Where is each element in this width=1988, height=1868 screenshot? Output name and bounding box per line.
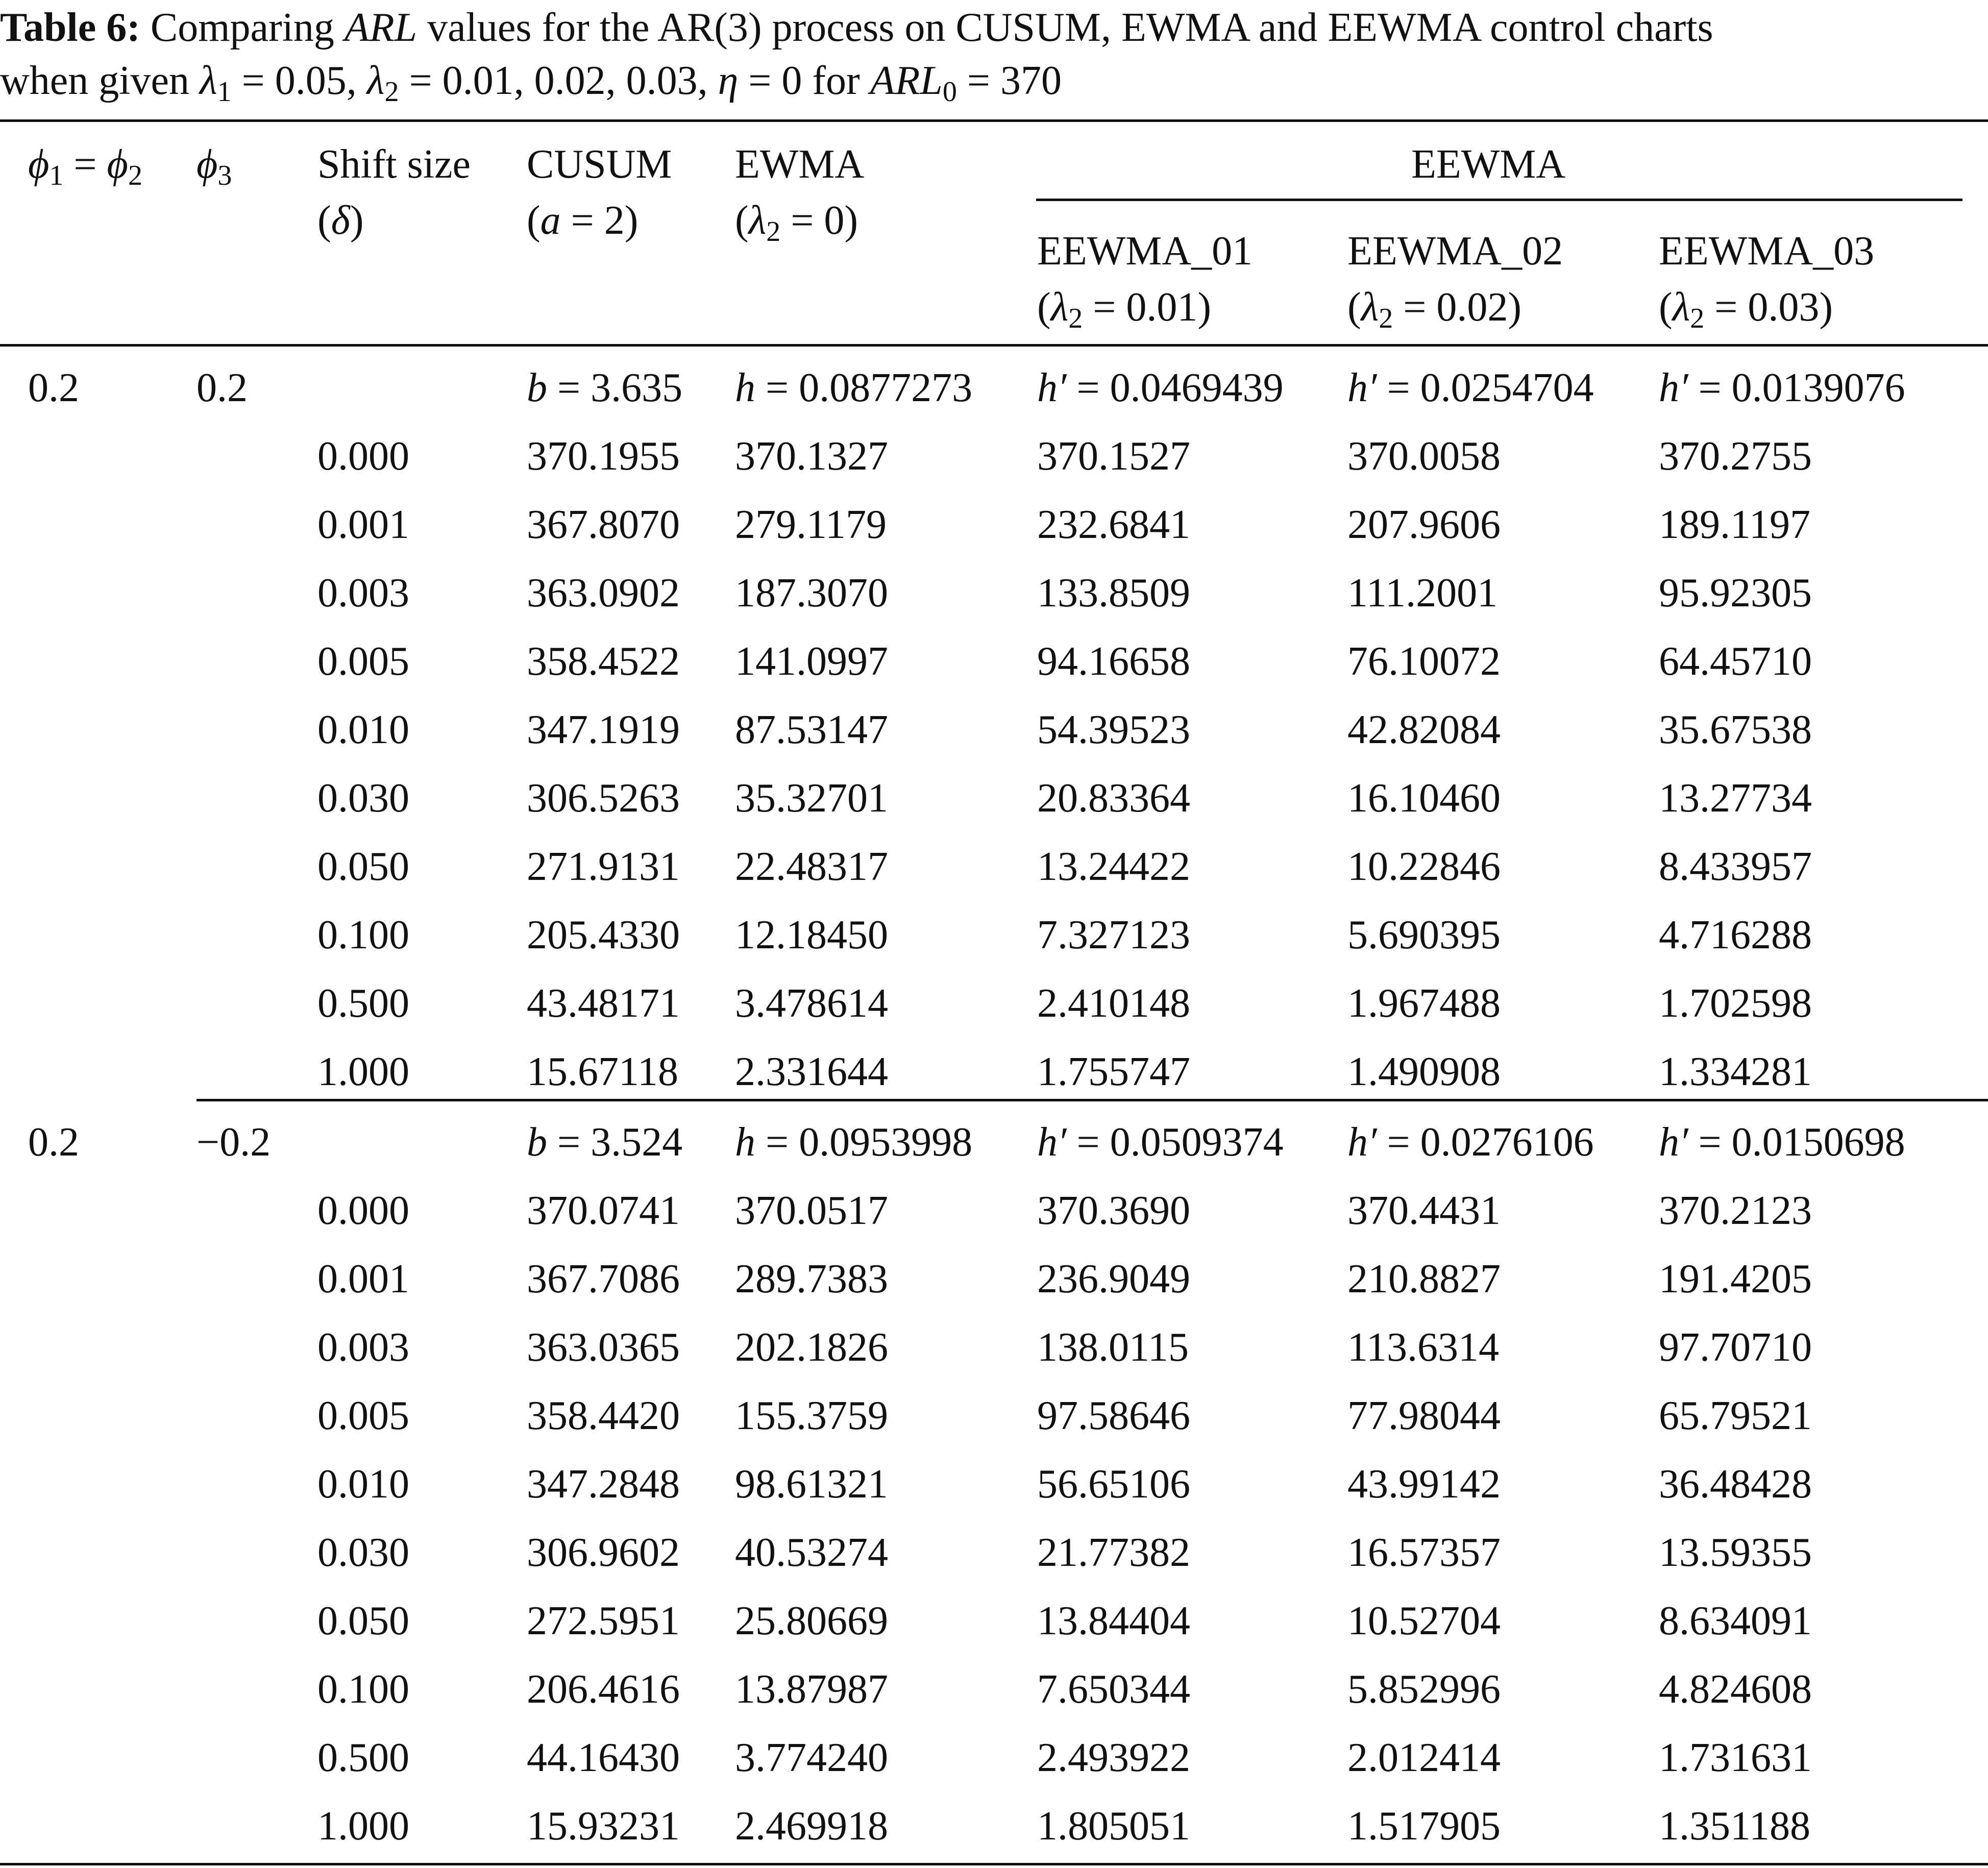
header-ewma: EWMA (735, 142, 865, 187)
eewma02-arl: 16.10460 (1347, 776, 1501, 821)
shift-size-value: 0.003 (317, 1325, 409, 1370)
eewma01-arl: 97.58646 (1037, 1393, 1190, 1438)
eewma03-arl: 8.634091 (1659, 1599, 1812, 1643)
eewma03-arl: 65.79521 (1659, 1393, 1812, 1438)
cusum-arl: 206.4616 (527, 1667, 680, 1712)
header-eewma03: EEWMA_03 (1659, 229, 1875, 274)
shift-size-value: 0.010 (317, 707, 409, 752)
eewma03-arl: 8.433957 (1659, 844, 1812, 889)
eewma03-arl: 97.70710 (1659, 1325, 1812, 1370)
phi3-value: 0.2 (197, 365, 248, 410)
eewma02-arl: 42.82084 (1347, 707, 1501, 752)
eewma01-arl: 20.83364 (1037, 776, 1190, 821)
shift-size-value: 0.010 (317, 1462, 409, 1507)
eewma02-arl: 10.22846 (1347, 844, 1501, 889)
header-rule (0, 344, 1988, 347)
eewma01-arl: 370.3690 (1037, 1188, 1190, 1233)
shift-size-value: 0.030 (317, 1530, 409, 1575)
eewma03-arl: 370.2755 (1659, 434, 1812, 479)
param-ewma-h: h = 0.0953998 (735, 1120, 973, 1165)
cusum-arl: 44.16430 (527, 1735, 680, 1780)
ewma-arl: 2.331644 (735, 1049, 888, 1094)
header-eewma02-param: $(\lambda_2 = 0.02)$ (1347, 285, 1522, 334)
caption-sub: 2 (384, 76, 399, 108)
cusum-arl: 272.5951 (527, 1599, 680, 1643)
eewma02-arl: 10.52704 (1347, 1599, 1501, 1643)
param-eewma03-h: h′ = 0.0150698 (1659, 1120, 1905, 1165)
eewma03-arl: 1.702598 (1659, 981, 1812, 1026)
eewma01-arl: 236.9049 (1037, 1257, 1190, 1301)
cusum-arl: 358.4522 (527, 639, 680, 684)
eewma02-arl: 76.10072 (1347, 639, 1501, 684)
eewma02-arl: 1.517905 (1347, 1804, 1501, 1849)
cusum-arl: 306.9602 (527, 1530, 680, 1575)
phi12-value: 0.2 (28, 1120, 79, 1165)
header-shift-size: Shift size (317, 142, 471, 187)
header-eewma01: EEWMA_01 (1037, 229, 1253, 274)
header-ewma-param: $(\lambda_2 = 0)$ (735, 198, 858, 248)
header-phi12: $\phi_1 = \phi_2$ (28, 142, 142, 191)
eewma03-arl: 1.731631 (1659, 1735, 1812, 1780)
param-eewma02-h: h′ = 0.0276106 (1347, 1120, 1594, 1165)
eewma03-arl: 64.45710 (1659, 639, 1812, 684)
eewma02-arl: 370.0058 (1347, 434, 1501, 479)
bottom-rule (0, 1863, 1988, 1865)
eewma02-arl: 2.012414 (1347, 1735, 1501, 1780)
header-eewma-group: EEWMA (1411, 142, 1566, 187)
shift-size-value: 1.000 (317, 1049, 409, 1094)
ewma-arl: 22.48317 (735, 844, 888, 889)
shift-size-value: 0.000 (317, 1188, 409, 1233)
eewma02-arl: 43.99142 (1347, 1462, 1501, 1507)
eewma02-arl: 16.57357 (1347, 1530, 1501, 1575)
cusum-arl: 370.0741 (527, 1188, 680, 1233)
shift-size-value: 1.000 (317, 1804, 409, 1849)
header-eewma01-param: $(\lambda_2 = 0.01)$ (1037, 285, 1212, 334)
ewma-arl: 13.87987 (735, 1667, 888, 1712)
caption-line-2 (0, 54, 1988, 107)
cusum-arl: 367.8070 (527, 502, 680, 547)
table-caption (0, 1, 1988, 107)
ewma-arl: 141.0997 (735, 639, 888, 684)
ewma-arl: 35.32701 (735, 776, 888, 821)
eewma02-arl: 1.967488 (1347, 981, 1501, 1026)
caption-line-1 (0, 1, 1988, 54)
eewma01-arl: 1.755747 (1037, 1049, 1190, 1094)
ewma-arl: 279.1179 (735, 502, 887, 547)
ewma-arl: 3.478614 (735, 981, 888, 1026)
eewma02-arl: 77.98044 (1347, 1393, 1501, 1438)
header-eewma03-param: $(\lambda_2 = 0.03)$ (1659, 285, 1833, 334)
header-cusum-param: (a = 2) (527, 198, 639, 243)
param-cusum-b: b = 3.635 (527, 365, 683, 410)
eewma01-arl: 7.327123 (1037, 913, 1190, 957)
cusum-arl: 205.4330 (527, 913, 680, 957)
cusum-arl: 367.7086 (527, 1257, 680, 1301)
eewma01-arl: 54.39523 (1037, 707, 1190, 752)
eewma01-arl: 21.77382 (1037, 1530, 1190, 1575)
shift-size-value: 0.003 (317, 571, 409, 616)
eewma02-arl: 111.2001 (1347, 571, 1498, 616)
eewma01-arl: 133.8509 (1037, 571, 1190, 616)
caption-text: = 0 for (738, 58, 870, 103)
cusum-arl: 347.1919 (527, 707, 680, 752)
eewma03-arl: 4.824608 (1659, 1667, 1812, 1712)
param-eewma03-h: h′ = 0.0139076 (1659, 365, 1905, 410)
header-cusum: CUSUM (527, 142, 672, 187)
ewma-arl: 155.3759 (735, 1393, 888, 1438)
ewma-arl: 187.3070 (735, 571, 888, 616)
eewma03-arl: 36.48428 (1659, 1462, 1812, 1507)
header-eewma02: EEWMA_02 (1347, 229, 1563, 274)
ewma-arl: 2.469918 (735, 1804, 888, 1849)
shift-size-value: 0.001 (317, 1257, 409, 1301)
param-eewma01-h: h′ = 0.0509374 (1037, 1120, 1284, 1165)
shift-size-value: 0.005 (317, 1393, 409, 1438)
eewma03-arl: 95.92305 (1659, 571, 1812, 616)
caption-text: when given (0, 58, 200, 103)
eewma03-arl: 4.716288 (1659, 913, 1812, 957)
caption-text: values for the AR(3) process on CUSUM, EWMA and EEWMA control charts (417, 5, 1713, 50)
caption-eta: η (718, 58, 739, 103)
shift-size-value: 0.050 (317, 844, 409, 889)
phi3-value: −0.2 (197, 1120, 271, 1165)
eewma03-arl: 35.67538 (1659, 707, 1812, 752)
caption-arl: ARL (344, 5, 418, 50)
param-ewma-h: h = 0.0877273 (735, 365, 973, 410)
header-phi3: $\phi_3$ (197, 142, 232, 191)
cusum-arl: 15.67118 (527, 1049, 679, 1094)
eewma03-arl: 1.334281 (1659, 1049, 1812, 1094)
cusum-arl: 43.48171 (527, 981, 680, 1026)
ewma-arl: 289.7383 (735, 1257, 888, 1301)
eewma03-arl: 370.2123 (1659, 1188, 1812, 1233)
ewma-arl: 202.1826 (735, 1325, 888, 1370)
shift-size-value: 0.050 (317, 1599, 409, 1643)
ewma-arl: 40.53274 (735, 1530, 888, 1575)
shift-size-value: 0.005 (317, 639, 409, 684)
ewma-arl: 3.774240 (735, 1735, 888, 1780)
eewma02-arl: 5.852996 (1347, 1667, 1501, 1712)
shift-size-value: 0.100 (317, 1667, 409, 1712)
eewma01-arl: 2.410148 (1037, 981, 1190, 1026)
cusum-arl: 347.2848 (527, 1462, 680, 1507)
eewma01-arl: 7.650344 (1037, 1667, 1190, 1712)
eewma03-arl: 1.351188 (1659, 1804, 1811, 1849)
eewma02-arl: 113.6314 (1347, 1325, 1500, 1370)
ewma-arl: 87.53147 (735, 707, 888, 752)
phi12-value: 0.2 (28, 365, 79, 410)
cusum-arl: 15.93231 (527, 1804, 680, 1849)
top-rule (0, 119, 1988, 122)
caption-lambda2: λ (366, 58, 385, 103)
cusum-arl: 370.1955 (527, 434, 680, 479)
eewma02-arl: 5.690395 (1347, 913, 1501, 957)
caption-text: Comparing (140, 5, 345, 50)
caption-label: Table 6: (0, 5, 140, 50)
ewma-arl: 12.18450 (735, 913, 888, 957)
ewma-arl: 98.61321 (735, 1462, 888, 1507)
shift-size-value: 0.100 (317, 913, 409, 957)
eewma02-arl: 370.4431 (1347, 1188, 1501, 1233)
eewma03-arl: 191.4205 (1659, 1257, 1812, 1301)
shift-size-value: 0.000 (317, 434, 409, 479)
eewma03-arl: 13.59355 (1659, 1530, 1812, 1575)
caption-sub: 0 (942, 76, 957, 108)
ewma-arl: 25.80669 (735, 1599, 888, 1643)
caption-sub: 1 (217, 76, 232, 108)
param-eewma02-h: h′ = 0.0254704 (1347, 365, 1594, 410)
caption-arl0: ARL (870, 58, 943, 103)
eewma02-arl: 1.490908 (1347, 1049, 1501, 1094)
shift-size-value: 0.500 (317, 981, 409, 1026)
eewma01-arl: 232.6841 (1037, 502, 1190, 547)
shift-size-value: 0.030 (317, 776, 409, 821)
caption-text: = 0.01, 0.02, 0.03, (399, 58, 718, 103)
eewma01-arl: 2.493922 (1037, 1735, 1190, 1780)
eewma01-arl: 94.16658 (1037, 639, 1190, 684)
cusum-arl: 363.0902 (527, 571, 680, 616)
eewma03-arl: 13.27734 (1659, 776, 1812, 821)
eewma02-arl: 210.8827 (1347, 1257, 1501, 1301)
cusum-arl: 363.0365 (527, 1325, 680, 1370)
eewma03-arl: 189.1197 (1659, 502, 1811, 547)
eewma01-arl: 138.0115 (1037, 1325, 1189, 1370)
caption-lambda1: λ (200, 58, 217, 103)
cusum-arl: 271.9131 (527, 844, 680, 889)
param-eewma01-h: h′ = 0.0469439 (1037, 365, 1284, 410)
param-cusum-b: b = 3.524 (527, 1120, 683, 1165)
eewma-group-rule (1036, 199, 1962, 201)
ewma-arl: 370.1327 (735, 434, 888, 479)
caption-text: = 370 (956, 58, 1062, 103)
header-shift-symbol: (δ) (317, 198, 364, 243)
eewma01-arl: 13.84404 (1037, 1599, 1190, 1643)
shift-size-value: 0.001 (317, 502, 409, 547)
eewma02-arl: 207.9606 (1347, 502, 1501, 547)
cusum-arl: 358.4420 (527, 1393, 680, 1438)
eewma01-arl: 1.805051 (1037, 1804, 1190, 1849)
eewma01-arl: 13.24422 (1037, 844, 1190, 889)
block-separator-rule (197, 1099, 1988, 1101)
shift-size-value: 0.500 (317, 1735, 409, 1780)
cusum-arl: 306.5263 (527, 776, 680, 821)
eewma01-arl: 370.1527 (1037, 434, 1190, 479)
eewma01-arl: 56.65106 (1037, 1462, 1190, 1507)
ewma-arl: 370.0517 (735, 1188, 888, 1233)
caption-text: = 0.05, (231, 58, 367, 103)
